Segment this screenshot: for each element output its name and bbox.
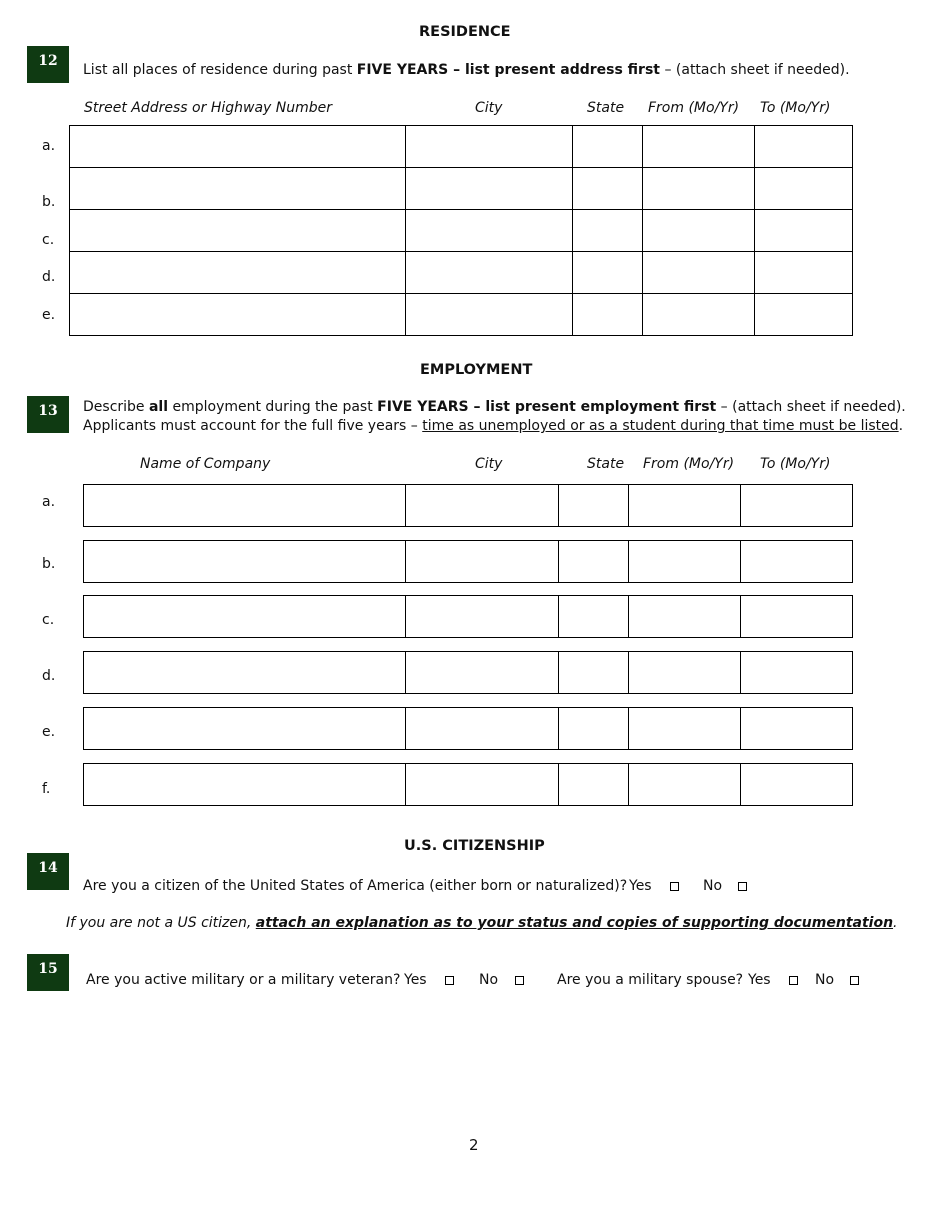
employment-from-cell[interactable] bbox=[628, 651, 741, 694]
residence-to-cell[interactable] bbox=[754, 209, 853, 252]
residence-from-cell[interactable] bbox=[642, 167, 755, 210]
residence-city-input[interactable] bbox=[406, 210, 572, 251]
employment-city-cell[interactable] bbox=[405, 484, 559, 527]
residence-address-cell[interactable] bbox=[69, 293, 406, 336]
citizen-no-checkbox[interactable] bbox=[738, 882, 747, 891]
employment-company-input[interactable] bbox=[84, 708, 405, 749]
employment-state-cell[interactable] bbox=[558, 540, 629, 583]
employment-to-input[interactable] bbox=[741, 764, 852, 805]
col-to: To (Mo/Yr) bbox=[760, 100, 831, 116]
employment-company-input[interactable] bbox=[84, 764, 405, 805]
residence-address-input[interactable] bbox=[70, 294, 405, 335]
residence-to-input[interactable] bbox=[755, 252, 852, 293]
employment-row-label: b. bbox=[42, 556, 56, 572]
employment-row-label: d. bbox=[42, 668, 56, 684]
employment-to-input[interactable] bbox=[741, 596, 852, 637]
employment-instructions-line1: Describe all employment during the past FIVE YEARS – list present employment first – (attach sheet if needed). bbox=[83, 399, 906, 415]
section-14-badge: 14 bbox=[27, 853, 69, 890]
employment-city-cell[interactable] bbox=[405, 651, 559, 694]
residence-state-cell[interactable] bbox=[572, 251, 643, 294]
employment-to-cell[interactable] bbox=[740, 540, 853, 583]
military-no-label: No bbox=[479, 972, 499, 988]
residence-city-input[interactable] bbox=[406, 168, 572, 209]
col-street-address: Street Address or Highway Number bbox=[84, 100, 333, 116]
employment-state-input[interactable] bbox=[559, 485, 628, 526]
employment-from-input[interactable] bbox=[629, 541, 740, 582]
employment-to-input[interactable] bbox=[741, 485, 852, 526]
residence-city-input[interactable] bbox=[406, 126, 572, 167]
employment-company-cell[interactable] bbox=[83, 763, 406, 806]
employment-from-cell[interactable] bbox=[628, 707, 741, 750]
residence-from-input[interactable] bbox=[643, 210, 754, 251]
residence-row-label: d. bbox=[42, 269, 56, 285]
col-state: State bbox=[587, 456, 625, 472]
employment-from-cell[interactable] bbox=[628, 540, 741, 583]
employment-city-input[interactable] bbox=[406, 652, 558, 693]
military-question: Are you active military or a military veteran? bbox=[86, 972, 401, 988]
employment-state-cell[interactable] bbox=[558, 595, 629, 638]
employment-state-cell[interactable] bbox=[558, 707, 629, 750]
spouse-no-checkbox[interactable] bbox=[850, 976, 859, 985]
section-15-badge: 15 bbox=[27, 954, 69, 991]
residence-from-cell[interactable] bbox=[642, 209, 755, 252]
residence-to-input[interactable] bbox=[755, 210, 852, 251]
residence-from-input[interactable] bbox=[643, 126, 754, 167]
employment-state-input[interactable] bbox=[559, 764, 628, 805]
employment-state-input[interactable] bbox=[559, 541, 628, 582]
residence-city-cell[interactable] bbox=[405, 209, 573, 252]
residence-state-cell[interactable] bbox=[572, 125, 643, 168]
residence-address-input[interactable] bbox=[70, 252, 405, 293]
citizenship-heading: U.S. CITIZENSHIP bbox=[404, 838, 545, 854]
employment-to-cell[interactable] bbox=[740, 484, 853, 527]
residence-row-label: a. bbox=[42, 138, 56, 154]
employment-city-input[interactable] bbox=[406, 708, 558, 749]
employment-city-input[interactable] bbox=[406, 541, 558, 582]
residence-from-cell[interactable] bbox=[642, 251, 755, 294]
employment-state-cell[interactable] bbox=[558, 763, 629, 806]
employment-to-cell[interactable] bbox=[740, 595, 853, 638]
employment-from-cell[interactable] bbox=[628, 763, 741, 806]
residence-from-cell[interactable] bbox=[642, 125, 755, 168]
residence-city-cell[interactable] bbox=[405, 293, 573, 336]
residence-address-input[interactable] bbox=[70, 210, 405, 251]
employment-to-cell[interactable] bbox=[740, 651, 853, 694]
col-city: City bbox=[475, 456, 503, 472]
employment-city-input[interactable] bbox=[406, 764, 558, 805]
citizen-yes-checkbox[interactable] bbox=[670, 882, 679, 891]
col-city: City bbox=[475, 100, 503, 116]
residence-state-input[interactable] bbox=[573, 294, 642, 335]
col-from: From (Mo/Yr) bbox=[648, 100, 740, 116]
employment-company-cell[interactable] bbox=[83, 707, 406, 750]
residence-heading: RESIDENCE bbox=[419, 24, 511, 40]
employment-from-input[interactable] bbox=[629, 652, 740, 693]
residence-state-input[interactable] bbox=[573, 168, 642, 209]
employment-from-input[interactable] bbox=[629, 708, 740, 749]
employment-company-cell[interactable] bbox=[83, 595, 406, 638]
residence-to-cell[interactable] bbox=[754, 293, 853, 336]
residence-state-input[interactable] bbox=[573, 210, 642, 251]
col-company-name: Name of Company bbox=[140, 456, 271, 472]
military-no-checkbox[interactable] bbox=[515, 976, 524, 985]
residence-state-cell[interactable] bbox=[572, 293, 643, 336]
employment-state-cell[interactable] bbox=[558, 484, 629, 527]
residence-state-input[interactable] bbox=[573, 252, 642, 293]
page-number: 2 bbox=[469, 1136, 479, 1154]
residence-address-cell[interactable] bbox=[69, 251, 406, 294]
residence-address-cell[interactable] bbox=[69, 167, 406, 210]
military-yes-checkbox[interactable] bbox=[445, 976, 454, 985]
residence-address-cell[interactable] bbox=[69, 209, 406, 252]
section-12-badge: 12 bbox=[27, 46, 69, 83]
employment-state-input[interactable] bbox=[559, 652, 628, 693]
employment-to-cell[interactable] bbox=[740, 763, 853, 806]
residence-city-input[interactable] bbox=[406, 294, 572, 335]
residence-to-input[interactable] bbox=[755, 126, 852, 167]
col-state: State bbox=[587, 100, 625, 116]
employment-city-input[interactable] bbox=[406, 485, 558, 526]
residence-state-cell[interactable] bbox=[572, 209, 643, 252]
residence-address-cell[interactable] bbox=[69, 125, 406, 168]
col-from: From (Mo/Yr) bbox=[643, 456, 735, 472]
employment-state-input[interactable] bbox=[559, 596, 628, 637]
residence-row-label: c. bbox=[42, 232, 55, 248]
residence-to-cell[interactable] bbox=[754, 251, 853, 294]
residence-from-cell[interactable] bbox=[642, 293, 755, 336]
employment-from-cell[interactable] bbox=[628, 484, 741, 527]
spouse-yes-checkbox[interactable] bbox=[789, 976, 798, 985]
employment-city-cell[interactable] bbox=[405, 595, 559, 638]
employment-city-cell[interactable] bbox=[405, 540, 559, 583]
employment-instructions-line2: Applicants must account for the full five years – time as unemployed or as a student during that time must be listed. bbox=[83, 418, 904, 434]
residence-row-label: e. bbox=[42, 307, 56, 323]
residence-address-input[interactable] bbox=[70, 168, 405, 209]
spouse-yes-label: Yes bbox=[748, 972, 771, 988]
spouse-question: Are you a military spouse? bbox=[557, 972, 744, 988]
residence-from-input[interactable] bbox=[643, 168, 754, 209]
spouse-no-label: No bbox=[815, 972, 835, 988]
employment-from-input[interactable] bbox=[629, 764, 740, 805]
employment-company-input[interactable] bbox=[84, 541, 405, 582]
employment-company-input[interactable] bbox=[84, 596, 405, 637]
citizen-yes-label: Yes bbox=[629, 878, 652, 894]
employment-city-cell[interactable] bbox=[405, 707, 559, 750]
employment-state-cell[interactable] bbox=[558, 651, 629, 694]
employment-row-label: f. bbox=[42, 781, 51, 797]
residence-city-cell[interactable] bbox=[405, 125, 573, 168]
residence-to-input[interactable] bbox=[755, 294, 852, 335]
employment-to-input[interactable] bbox=[741, 541, 852, 582]
residence-to-input[interactable] bbox=[755, 168, 852, 209]
residence-row-label: b. bbox=[42, 194, 56, 210]
col-to: To (Mo/Yr) bbox=[760, 456, 831, 472]
employment-to-input[interactable] bbox=[741, 652, 852, 693]
employment-city-cell[interactable] bbox=[405, 763, 559, 806]
residence-state-cell[interactable] bbox=[572, 167, 643, 210]
employment-company-cell[interactable] bbox=[83, 651, 406, 694]
residence-from-input[interactable] bbox=[643, 294, 754, 335]
employment-row-label: e. bbox=[42, 724, 56, 740]
residence-address-input[interactable] bbox=[70, 126, 405, 167]
employment-from-cell[interactable] bbox=[628, 595, 741, 638]
residence-city-cell[interactable] bbox=[405, 167, 573, 210]
citizenship-note: If you are not a US citizen, attach an explanation as to your status and copies of supporting documentation. bbox=[66, 915, 898, 931]
employment-to-cell[interactable] bbox=[740, 707, 853, 750]
residence-to-cell[interactable] bbox=[754, 167, 853, 210]
citizenship-question: Are you a citizen of the United States of America (either born or naturalized)? bbox=[83, 878, 628, 894]
employment-city-input[interactable] bbox=[406, 596, 558, 637]
employment-company-cell[interactable] bbox=[83, 540, 406, 583]
employment-state-input[interactable] bbox=[559, 708, 628, 749]
residence-instructions: List all places of residence during past FIVE YEARS – list present address first – (attach sheet if needed). bbox=[83, 62, 850, 78]
employment-company-cell[interactable] bbox=[83, 484, 406, 527]
employment-heading: EMPLOYMENT bbox=[420, 362, 533, 378]
residence-city-cell[interactable] bbox=[405, 251, 573, 294]
citizen-no-label: No bbox=[703, 878, 723, 894]
section-13-badge: 13 bbox=[27, 396, 69, 433]
employment-from-input[interactable] bbox=[629, 485, 740, 526]
residence-from-input[interactable] bbox=[643, 252, 754, 293]
employment-company-input[interactable] bbox=[84, 485, 405, 526]
residence-city-input[interactable] bbox=[406, 252, 572, 293]
employment-to-input[interactable] bbox=[741, 708, 852, 749]
residence-state-input[interactable] bbox=[573, 126, 642, 167]
employment-row-label: a. bbox=[42, 494, 56, 510]
employment-company-input[interactable] bbox=[84, 652, 405, 693]
residence-to-cell[interactable] bbox=[754, 125, 853, 168]
military-yes-label: Yes bbox=[404, 972, 427, 988]
employment-from-input[interactable] bbox=[629, 596, 740, 637]
employment-row-label: c. bbox=[42, 612, 55, 628]
